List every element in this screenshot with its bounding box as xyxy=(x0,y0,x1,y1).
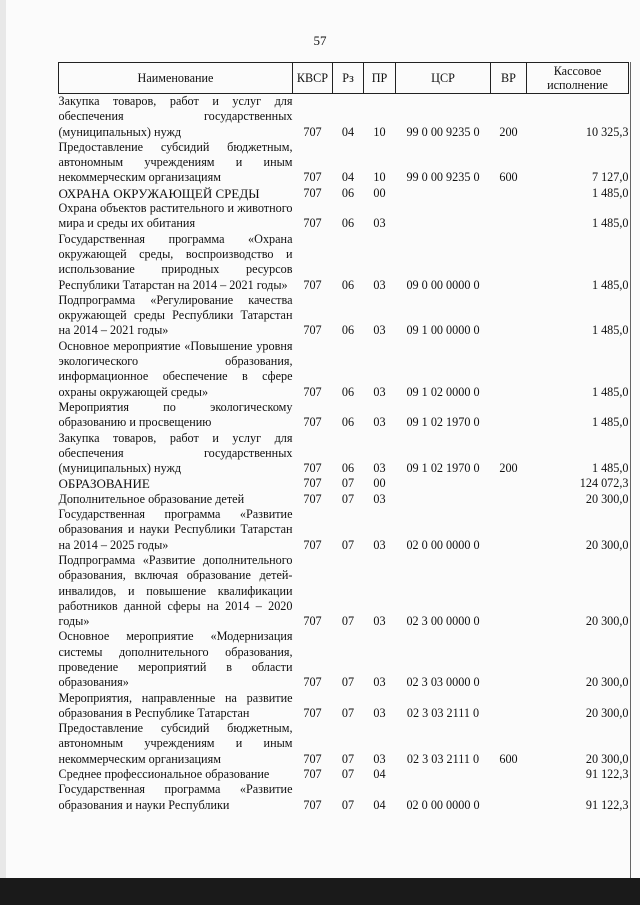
cell-name: Среднее профессиональное образование xyxy=(58,767,270,782)
table-row xyxy=(59,507,629,553)
cell-vr xyxy=(491,186,527,201)
cell-vr xyxy=(491,553,527,629)
cell-amount: 1 485,0 xyxy=(591,277,629,292)
cell-rz: 07 xyxy=(341,491,355,506)
cell-kvsr: 707 xyxy=(303,751,322,766)
cell-name: Основное мероприятие «Повышение уровня экологического образования, информационное обеспечение в сфере охраны окружающей среды» xyxy=(58,338,293,399)
cell-kvsr: 707 xyxy=(303,461,322,476)
cell-name: Предоставление субсидий бюджетным, автономным учреждениям и иным некоммерческим организациям xyxy=(58,139,293,185)
cell-pr: 10 xyxy=(373,124,386,139)
cell-pr: 04 xyxy=(373,767,386,782)
table-row xyxy=(59,186,629,201)
table-row xyxy=(59,400,629,431)
cell-name: Государственная программа «Развитие образования и науки Республики Татарстан на 2014 – 2025 годы» xyxy=(58,507,293,552)
cell-kvsr: 707 xyxy=(303,675,322,690)
cell-vr xyxy=(491,691,527,722)
table-row xyxy=(59,140,629,186)
cell-kvsr: 707 xyxy=(303,415,322,430)
table-row xyxy=(59,431,629,477)
cell-name: Подпрограмма «Регулирование качества окружающей среды Республики Татарстан на 2014 – 2021 годы» xyxy=(58,292,293,338)
table-row xyxy=(59,553,629,629)
cell-kvsr: 707 xyxy=(303,614,322,629)
cell-amount: 7 127,0 xyxy=(591,170,629,185)
cell-vr xyxy=(491,400,527,431)
cell-csr: 09 1 00 0000 0 xyxy=(406,323,480,338)
cell-pr: 03 xyxy=(373,461,386,476)
scan-edge-bottom xyxy=(0,878,640,905)
scan-edge-left xyxy=(0,0,6,905)
table-row xyxy=(59,782,629,813)
cell-kvsr: 707 xyxy=(303,323,322,338)
cell-pr: 03 xyxy=(373,277,386,292)
cell-amount: 1 485,0 xyxy=(591,323,629,338)
cell-vr xyxy=(491,232,527,293)
cell-pr: 03 xyxy=(373,675,386,690)
cell-kvsr: 707 xyxy=(303,277,322,292)
cell-amount: 20 300,0 xyxy=(585,675,629,690)
cell-pr: 03 xyxy=(373,384,386,399)
table-row xyxy=(59,767,629,782)
cell-pr: 00 xyxy=(373,476,386,491)
table-row xyxy=(59,492,629,507)
header-vr: ВР xyxy=(491,63,527,94)
cell-amount: 10 325,3 xyxy=(585,124,629,139)
cell-vr xyxy=(491,767,527,782)
cell-rz: 07 xyxy=(341,751,355,766)
cell-rz: 07 xyxy=(341,705,355,720)
header-kassa: Кассовое исполнение xyxy=(527,63,629,94)
cell-rz: 04 xyxy=(341,170,355,185)
table-row xyxy=(59,339,629,400)
cell-amount: 20 300,0 xyxy=(585,537,629,552)
table-row xyxy=(59,293,629,339)
cell-csr: 02 3 03 2111 0 xyxy=(406,705,480,720)
cell-kvsr: 707 xyxy=(303,797,322,812)
cell-vr xyxy=(491,629,527,690)
cell-rz: 07 xyxy=(341,537,355,552)
cell-vr: 600 xyxy=(499,751,518,766)
cell-kvsr: 707 xyxy=(303,537,322,552)
cell-csr: 02 3 03 0000 0 xyxy=(406,675,480,690)
cell-amount: 20 300,0 xyxy=(585,614,629,629)
table-row xyxy=(59,691,629,722)
cell-amount: 20 300,0 xyxy=(585,705,629,720)
cell-rz: 06 xyxy=(341,415,355,430)
cell-pr: 03 xyxy=(373,537,386,552)
cell-csr: 02 3 03 2111 0 xyxy=(406,751,480,766)
cell-csr: 99 0 00 9235 0 xyxy=(406,124,480,139)
cell-csr xyxy=(396,201,491,232)
cell-pr: 04 xyxy=(373,797,386,812)
cell-pr: 03 xyxy=(373,415,386,430)
cell-vr xyxy=(491,339,527,400)
cell-rz: 06 xyxy=(341,185,355,200)
cell-vr: 200 xyxy=(499,124,518,139)
table-row xyxy=(59,476,629,491)
cell-rz: 06 xyxy=(341,384,355,399)
cell-name: ОХРАНА ОКРУЖАЮЩЕЙ СРЕДЫ xyxy=(58,185,260,201)
cell-vr xyxy=(491,492,527,507)
cell-vr: 200 xyxy=(499,461,518,476)
cell-rz: 06 xyxy=(341,216,355,231)
cell-csr xyxy=(396,186,491,201)
header-csr: ЦСР xyxy=(396,63,491,94)
cell-rz: 06 xyxy=(341,277,355,292)
cell-pr: 03 xyxy=(373,614,386,629)
cell-pr: 03 xyxy=(373,323,386,338)
cell-amount: 91 122,3 xyxy=(585,767,629,782)
cell-pr: 03 xyxy=(373,751,386,766)
cell-name: Мероприятия, направленные на развитие образования в Республике Татарстан xyxy=(58,690,293,720)
cell-rz: 07 xyxy=(341,476,355,491)
cell-csr: 02 0 00 0000 0 xyxy=(406,797,480,812)
page-number: 57 xyxy=(313,33,327,48)
cell-kvsr: 707 xyxy=(303,491,322,506)
cell-name: Охрана объектов растительного и животного мира и среды их обитания xyxy=(58,201,293,231)
cell-pr: 10 xyxy=(373,170,386,185)
cell-vr xyxy=(491,201,527,232)
cell-kvsr: 707 xyxy=(303,384,322,399)
cell-name: Основное мероприятие «Модернизация системы дополнительного образования, проведение мероприятий в области образования» xyxy=(58,629,293,690)
cell-csr xyxy=(396,767,491,782)
cell-csr xyxy=(396,492,491,507)
table-row xyxy=(59,201,629,232)
cell-csr: 09 1 02 1970 0 xyxy=(406,415,480,430)
cell-csr: 09 1 02 0000 0 xyxy=(406,384,480,399)
cell-csr xyxy=(396,476,491,491)
cell-vr xyxy=(491,293,527,339)
cell-pr: 03 xyxy=(373,705,386,720)
cell-csr: 99 0 00 9235 0 xyxy=(406,170,480,185)
budget-execution-table xyxy=(58,62,629,813)
cell-pr: 00 xyxy=(373,185,386,200)
table-right-border xyxy=(630,62,631,885)
cell-name: Закупка товаров, работ и услуг для обеспечения государственных (муниципальных) нужд xyxy=(58,430,293,476)
cell-vr xyxy=(491,507,527,553)
table-row xyxy=(59,721,629,767)
cell-name: Мероприятия по экологическому образованию и просвещению xyxy=(58,399,293,430)
cell-kvsr: 707 xyxy=(303,767,322,782)
cell-amount: 1 485,0 xyxy=(591,185,629,200)
cell-rz: 06 xyxy=(341,461,355,476)
cell-name: Дополнительное образование детей xyxy=(58,491,245,506)
cell-name: ОБРАЗОВАНИЕ xyxy=(58,476,150,492)
cell-kvsr: 707 xyxy=(303,216,322,231)
cell-kvsr: 707 xyxy=(303,185,322,200)
table-body xyxy=(59,94,629,813)
header-name: Наименование xyxy=(59,63,293,94)
header-pr: ПР xyxy=(364,63,396,94)
cell-kvsr: 707 xyxy=(303,705,322,720)
cell-amount: 124 072,3 xyxy=(579,476,629,491)
cell-kvsr: 707 xyxy=(303,170,322,185)
cell-rz: 07 xyxy=(341,675,355,690)
cell-amount: 20 300,0 xyxy=(585,751,629,766)
cell-amount: 20 300,0 xyxy=(585,491,629,506)
cell-rz: 06 xyxy=(341,323,355,338)
header-kvsr: КВСР xyxy=(293,63,333,94)
table-row xyxy=(59,629,629,690)
cell-name: Закупка товаров, работ и услуг для обеспечения государственных (муниципальных) нужд xyxy=(58,94,293,139)
cell-name: Предоставление субсидий бюджетным, автономным учреждениям и иным некоммерческим организациям xyxy=(58,721,293,766)
cell-csr: 09 0 00 0000 0 xyxy=(406,277,480,292)
cell-vr: 600 xyxy=(499,170,518,185)
cell-name: Государственная программа «Развитие образования и науки Республики xyxy=(58,782,293,812)
cell-csr: 02 3 00 0000 0 xyxy=(406,614,480,629)
cell-amount: 91 122,3 xyxy=(585,797,629,812)
cell-kvsr: 707 xyxy=(303,124,322,139)
cell-rz: 07 xyxy=(341,614,355,629)
header-rz: Рз xyxy=(333,63,364,94)
cell-name: Подпрограмма «Развитие дополнительного образования, включая образование детей-инвалидов, и повышение квалификации работников данной сферы на 2014 – 2020 годы» xyxy=(58,552,293,629)
cell-amount: 1 485,0 xyxy=(591,216,629,231)
table-row xyxy=(59,94,629,140)
cell-csr: 02 0 00 0000 0 xyxy=(406,537,480,552)
cell-csr: 09 1 02 1970 0 xyxy=(406,461,480,476)
cell-amount: 1 485,0 xyxy=(591,461,629,476)
cell-name: Государственная программа «Охрана окружающей среды, воспроизводство и использование природных ресурсов Республики Татарстан на 2014 – 2021 годы» xyxy=(58,231,293,292)
table-row xyxy=(59,232,629,293)
cell-vr xyxy=(491,782,527,813)
cell-rz: 04 xyxy=(341,124,355,139)
cell-amount: 1 485,0 xyxy=(591,384,629,399)
table-header xyxy=(59,63,629,94)
cell-amount: 1 485,0 xyxy=(591,415,629,430)
cell-kvsr: 707 xyxy=(303,476,322,491)
cell-rz: 07 xyxy=(341,767,355,782)
cell-pr: 03 xyxy=(373,216,386,231)
cell-vr xyxy=(491,476,527,491)
cell-pr: 03 xyxy=(373,491,386,506)
cell-rz: 07 xyxy=(341,797,355,812)
